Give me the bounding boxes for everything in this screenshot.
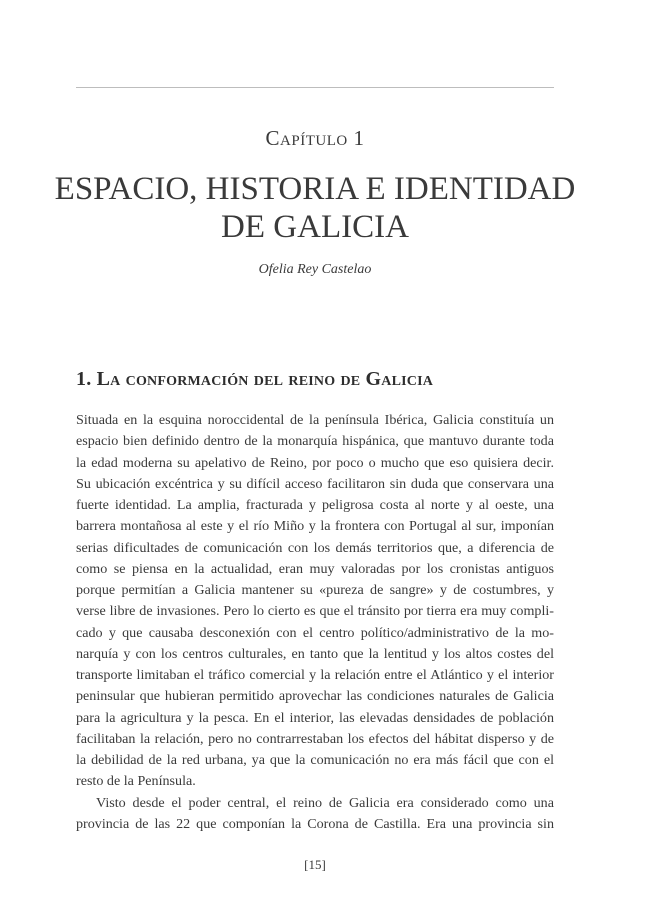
section-heading: 1. La conformación del reino de Galicia [76, 368, 434, 390]
text-line: cado y que causaba desconexión con el centro político/administrativo de la mo- [76, 624, 554, 641]
text-line: como se piensa en la actualidad, eran muy valoradas por los cronistas antiguos [76, 560, 554, 577]
text-line: peninsular que hubieran permitido aprovechar las condiciones naturales de Galicia [76, 688, 554, 705]
chapter-title-line: DE GALICIA [221, 209, 409, 245]
paragraph [76, 410, 554, 793]
author-name: Ofelia Rey Castelao [258, 262, 372, 277]
text-line: provincia de las 22 que componían la Corona de Castilla. Era una provincia sin [76, 815, 554, 832]
text-line: Visto desde el poder central, el reino de Galicia era considerado como una [96, 794, 554, 811]
text-line: resto de la Península. [76, 773, 196, 790]
text-line: narquía y con los centros culturales, en tanto que la lentitud y los altos costes del [76, 645, 554, 662]
text-line: la debilidad de la red urbana, ya que la comunicación no era más fácil que con el [76, 752, 554, 768]
text-line: espacio bien definido dentro de la monarquía hispánica, que mantuvo durante toda [76, 433, 554, 450]
text-line: Su ubicación excéntrica y su difícil acceso facilitaron sin duda que conservara una [76, 475, 554, 492]
text-line: para la agricultura y la pesca. En el interior, las elevadas densidades de población [76, 709, 554, 726]
text-line: serias dificultades de comunicación con los demás territorios que, a diferencia de [76, 539, 554, 556]
paragraph [76, 793, 554, 836]
page-number: [15] [304, 857, 326, 872]
body-text [76, 410, 554, 835]
header-rule [76, 87, 554, 88]
text-line: facilitaban la relación, pero no contrarrestaban los efectos del hábitat disperso y de [76, 730, 554, 747]
text-line: barrera montañosa al este y el río Miño y la frontera con Portugal al sur, imponían [76, 518, 554, 535]
text-line: la edad moderna su apelativo de Reino, por poco o mucho que eso quisiera decir. [76, 454, 554, 471]
chapter-title-line: ESPACIO, HISTORIA E IDENTIDAD [54, 171, 576, 207]
text-line: fuerte identidad. La amplia, fracturada y peligrosa costa al norte y al oeste, una [76, 497, 554, 513]
text-line: porque permitían a Galicia mantener su «pureza de sangre» y de costumbres, y [76, 582, 554, 598]
chapter-title [0, 170, 630, 246]
text-line: Situada en la esquina noroccidental de la península Ibérica, Galicia constituía un [76, 412, 554, 428]
chapter-label: Capítulo 1 [265, 126, 365, 150]
text-line: verse libre de invasiones. Pero lo cierto es que el tránsito por tierra era muy compli- [76, 603, 554, 620]
text-line: transporte limitaban el tráfico comercial y la relación entre el Atlántico y el interior [76, 667, 554, 683]
